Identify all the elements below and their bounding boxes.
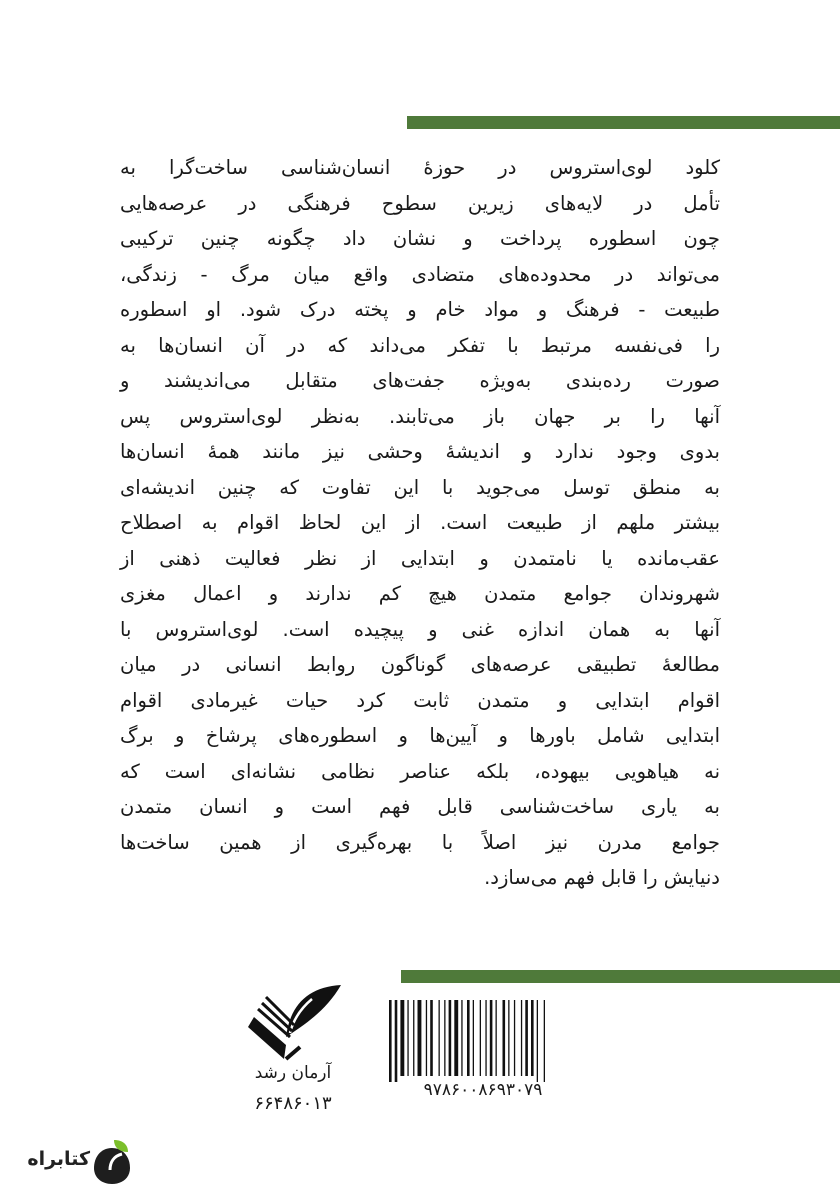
- barcode-bar: [508, 1000, 509, 1076]
- brand-name: کتابراه: [27, 1148, 90, 1170]
- barcode-bar: [407, 1000, 408, 1076]
- barcode-bar: [439, 1000, 440, 1076]
- blurb-line: می‌تواند در محدوده‌های متضادی واقع میان مرگ - زندگی،: [120, 262, 720, 286]
- blurb-line: تأمل در لایه‌های زیرین سطوح فرهنگی در عرصه‌هایی: [120, 191, 720, 215]
- blurb-line: مطالعهٔ تطبیقی عرصه‌های گوناگون روابط انسانی در میان: [120, 653, 720, 676]
- blurb-line: کلود لوی‌استروس در حوزهٔ انسان‌شناسی ساخت‌گرا به: [120, 156, 720, 179]
- barcode-bar: [426, 1000, 427, 1076]
- barcode-bar: [480, 1000, 481, 1076]
- blurb-line: جوامع مدرن نیز اصلاً با بهره‌گیری از همین ساخت‌ها: [120, 830, 720, 854]
- blurb-line: شهروندان جوامع متمدن هیچ کم ندارند و اعمال مغزی: [120, 582, 720, 605]
- blurb-line: را فی‌نفسه مرتبط با تفکر می‌داند که در آن انسان‌ها به: [120, 333, 720, 357]
- barcode-bar: [389, 1000, 392, 1082]
- blurb-line: به منطق توسل می‌جوید با این تفاوت که چنین اندیشه‌ای: [120, 475, 720, 499]
- publisher-block: [218, 985, 368, 1125]
- barcode-bar: [521, 1000, 522, 1076]
- barcode-bar: [537, 1000, 538, 1082]
- blurb-line: بیشتر ملهم از طبیعت است. از این لحاظ اقوام به اصطلاح: [120, 511, 720, 534]
- leaf-logo-icon: [92, 1140, 132, 1184]
- blurb-line: نه هیاهویی بیهوده، بلکه عناصر نظامی نشانه‌ای است که: [120, 759, 720, 783]
- blurb-line: اقوام ابتدایی و متمدن ثابت کرد حیات غیرمادی اقوام: [120, 688, 720, 712]
- barcode-bar: [531, 1000, 534, 1076]
- blurb-line: چون اسطوره پرداخت و نشان داد چگونه چنین ترکیبی: [120, 227, 720, 250]
- ketabrah-watermark: [28, 1140, 138, 1184]
- barcode-bar: [473, 1000, 474, 1076]
- barcode-bar: [467, 1000, 470, 1076]
- barcode-bar: [449, 1000, 452, 1076]
- blurb-line: آنها را بر جهان باز می‌تابند. به‌نظر لوی‌استروس پس: [120, 404, 720, 428]
- barcode-bar: [485, 1000, 486, 1076]
- barcode-bar: [454, 1000, 458, 1076]
- barcode-bar: [395, 1000, 398, 1082]
- open-book-leaf-icon: [246, 985, 342, 1061]
- publisher-name: آرمان رشد: [254, 1063, 332, 1083]
- barcode-bar: [514, 1000, 515, 1076]
- barcode-bar: [400, 1000, 404, 1076]
- isbn-barcode: [383, 1000, 583, 1100]
- barcode-bar: [444, 1000, 445, 1076]
- blurb-line: به یاری ساخت‌شناسی قابل فهم است و انسان متمدن: [120, 795, 720, 818]
- blurb-line: عقب‌مانده یا نامتمدن و ابتدایی از نظر فعالیت ذهنی از: [120, 546, 720, 570]
- barcode-bar: [544, 1000, 545, 1082]
- barcode-bar: [461, 1000, 462, 1076]
- barcode-bar: [430, 1000, 433, 1076]
- blurb-line: ابتدایی شامل باورها و آیین‌ها و اسطوره‌های پرشاخ و برگ: [120, 724, 720, 747]
- blurb-line: صورت رده‌بندی به‌ویژه جفت‌های متقابل می‌اندیشند و: [120, 369, 720, 392]
- barcode-bar: [413, 1000, 414, 1076]
- barcode-digits: ۹۷۸۶۰۰۸۶۹۳۰۷۹: [423, 1080, 543, 1100]
- blurb-line: دنیایش را قابل فهم می‌سازد.: [484, 866, 720, 889]
- barcode-bar: [503, 1000, 506, 1076]
- bottom-green-rule: [401, 970, 840, 983]
- barcode-bar: [496, 1000, 497, 1076]
- barcode-bar: [418, 1000, 422, 1076]
- barcode-bar: [525, 1000, 528, 1076]
- publisher-phone: ۶۶۴۸۶۰۱۳: [254, 1093, 332, 1114]
- barcode-bars: [383, 1000, 583, 1082]
- back-cover-blurb: [120, 150, 720, 896]
- barcode-bar: [490, 1000, 493, 1076]
- blurb-line: بدوی وجود ندارد و اندیشهٔ وحشی نیز مانند همهٔ انسان‌ها: [120, 440, 720, 463]
- blurb-line: طبیعت - فرهنگ و مواد خام و پخته درک شود. او اسطوره: [120, 298, 720, 321]
- blurb-line: آنها به همان اندازه غنی و پیچیده است. لوی‌استروس با: [120, 617, 720, 641]
- top-green-rule: [407, 116, 840, 129]
